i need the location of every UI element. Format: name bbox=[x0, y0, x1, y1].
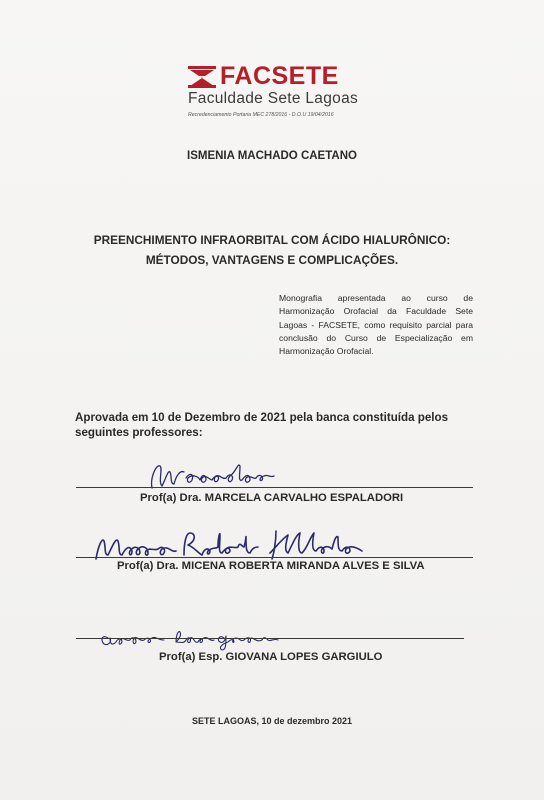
examiner-3-name: Prof(a) Esp. GIOVANA LOPES GARGIULO bbox=[159, 651, 383, 663]
examiner-1-name: Prof(a) Dra. MARCELA CARVALHO ESPALADORI bbox=[140, 492, 404, 504]
logo-subtitle: Faculdade Sete Lagoas bbox=[188, 90, 359, 107]
approval-statement: Aprovada em 10 de Dezembro de 2021 pela banca constituída pelos seguintes professores: bbox=[75, 411, 449, 439]
author-name: ISMENIA MACHADO CAETANO bbox=[187, 150, 357, 162]
title-line-2: MÉTODOS, VANTAGENS E COMPLICAÇÕES. bbox=[145, 253, 399, 267]
logo-accreditation-note: Recredenciamento Portaria MEC 278/2016 - D.O.U 19/04/2016 bbox=[188, 112, 334, 118]
examiner-2-name: Prof(a) Dra. MICENA ROBERTA MIRANDA ALVES E SILVA bbox=[117, 560, 425, 572]
place-and-date: SETE LAGOAS, 10 de dezembro 2021 bbox=[191, 716, 353, 726]
signature-line-3 bbox=[76, 638, 464, 639]
logo-brand-text: FACSETE bbox=[220, 62, 339, 90]
facsete-logo bbox=[188, 64, 368, 124]
signature-line-2 bbox=[76, 557, 473, 558]
signature-line-1 bbox=[76, 487, 473, 488]
monograph-description: Monografia apresentada ao curso de Harmonização Orofacial da Faculdade Sete Lagoas - FACSETE, como requisito parcial para conclusão do Curso de Especialização em Harmonização Orofacial. bbox=[279, 293, 473, 357]
signature-3 bbox=[98, 626, 318, 652]
facsete-logo-mark-icon bbox=[188, 66, 216, 88]
title-line-1: PREENCHIMENTO INFRAORBITAL COM ÁCIDO HIALURÔNICO: bbox=[93, 233, 451, 247]
